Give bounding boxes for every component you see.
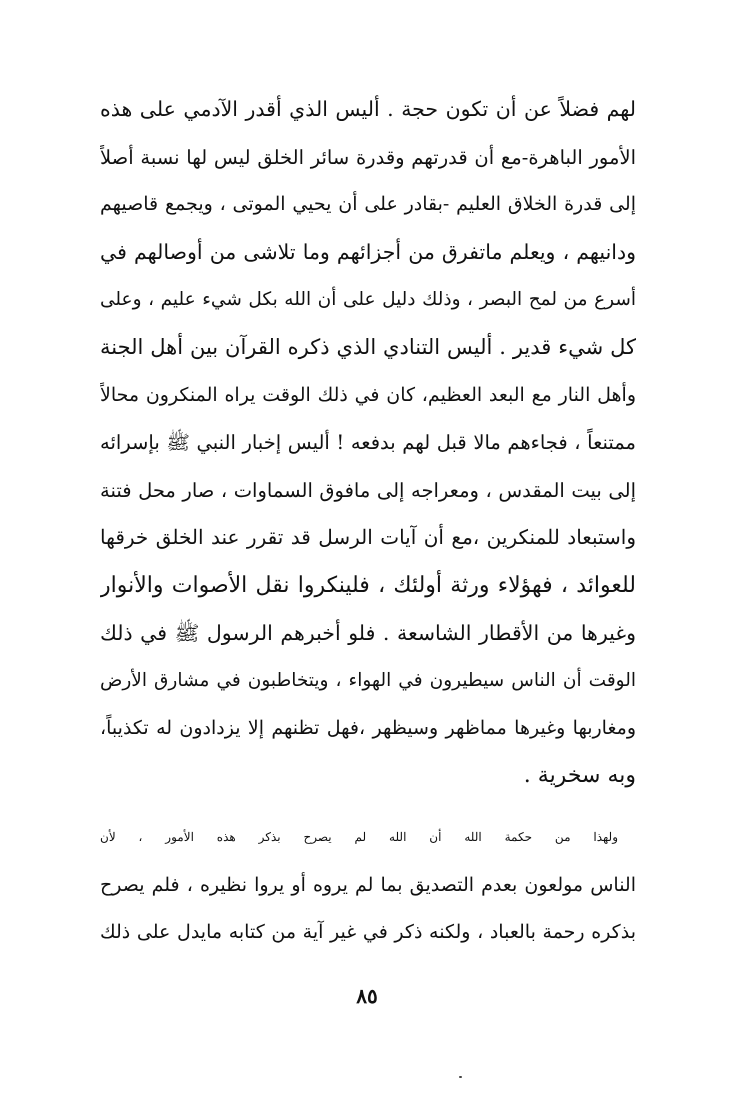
text-line: وغيرها من الأقطار الشاسعة . فلو أخبرهم الرسول ﷺ في ذلك — [100, 620, 636, 645]
text-line: ممتنعاً ، فجاءهم مالا قبل لهم بدفعه ! أليس إخبار النبي ﷺ بإسرائه — [100, 431, 636, 455]
text-line: لهم فضلاً عن أن تكون حجة . أليس الذي أقدر الآدمي على هذه — [100, 97, 636, 121]
text-line: ومغاربها وغيرها مماظهر وسيظهر ،فهل تظنهم إلا يزدادون له تكذيباً، — [100, 716, 636, 739]
text-line: كل شيء قدير . أليس التنادي الذي ذكره القرآن بين أهل الجنة — [100, 334, 636, 359]
paragraph-1 — [100, 86, 636, 800]
text-line: الناس مولعون بعدم التصديق بما لم يروه أو يروا نظيره ، فلم يصرح — [100, 873, 636, 896]
text-line: وأهل النار مع البعد العظيم، كان في ذلك الوقت يراه المنكرون محالاً — [100, 383, 636, 406]
text-line: وبه سخرية . — [523, 763, 636, 789]
text-line: إلى بيت المقدس ، ومعراجه إلى مافوق السماوات ، صار محل فتنة — [100, 478, 636, 502]
text-line: ودانيهم ، ويعلم ماتفرق من أجزائهم وما تلاشى من أوصالهم في — [100, 239, 636, 264]
text-line: بذكره رحمة بالعباد ، ولكنه ذكر في غير آية من كتابه مايدل على ذلك — [100, 921, 636, 944]
scan-speck — [459, 1076, 462, 1078]
text-line: للعوائد ، فهؤلاء ورثة أولئك ، فلينكروا نقل الأصوات والأنوار — [100, 572, 636, 598]
text-line: الأمور الباهرة-مع أن قدرتهم وقدرة سائر الخلق ليس لها نسبة أصلاً — [100, 145, 636, 169]
text-line: إلى قدرة الخلاق العليم -بقادر على أن يحيي الموتى ، ويجمع قاصيهم — [100, 193, 636, 216]
text-line: أسرع من لمح البصر ، وذلك دليل على أن الله بكل شيء عليم ، وعلى — [100, 289, 636, 311]
paragraph-spacer — [100, 800, 636, 814]
text-line: ولهذا من حكمة الله أن الله لم يصرح بذكر هذه الأمور ، لأن — [100, 829, 618, 844]
text-line: الوقت أن الناس سيطيرون في الهواء ، ويتخاطبون في مشارق الأرض — [100, 670, 636, 692]
text-line: واستبعاد للمنكرين ،مع أن آيات الرسل قد تقرر عند الخلق خرقها — [100, 525, 636, 550]
body-text — [100, 86, 636, 957]
page-number: ٨٥ — [356, 984, 378, 1008]
paragraph-2 — [100, 814, 636, 957]
